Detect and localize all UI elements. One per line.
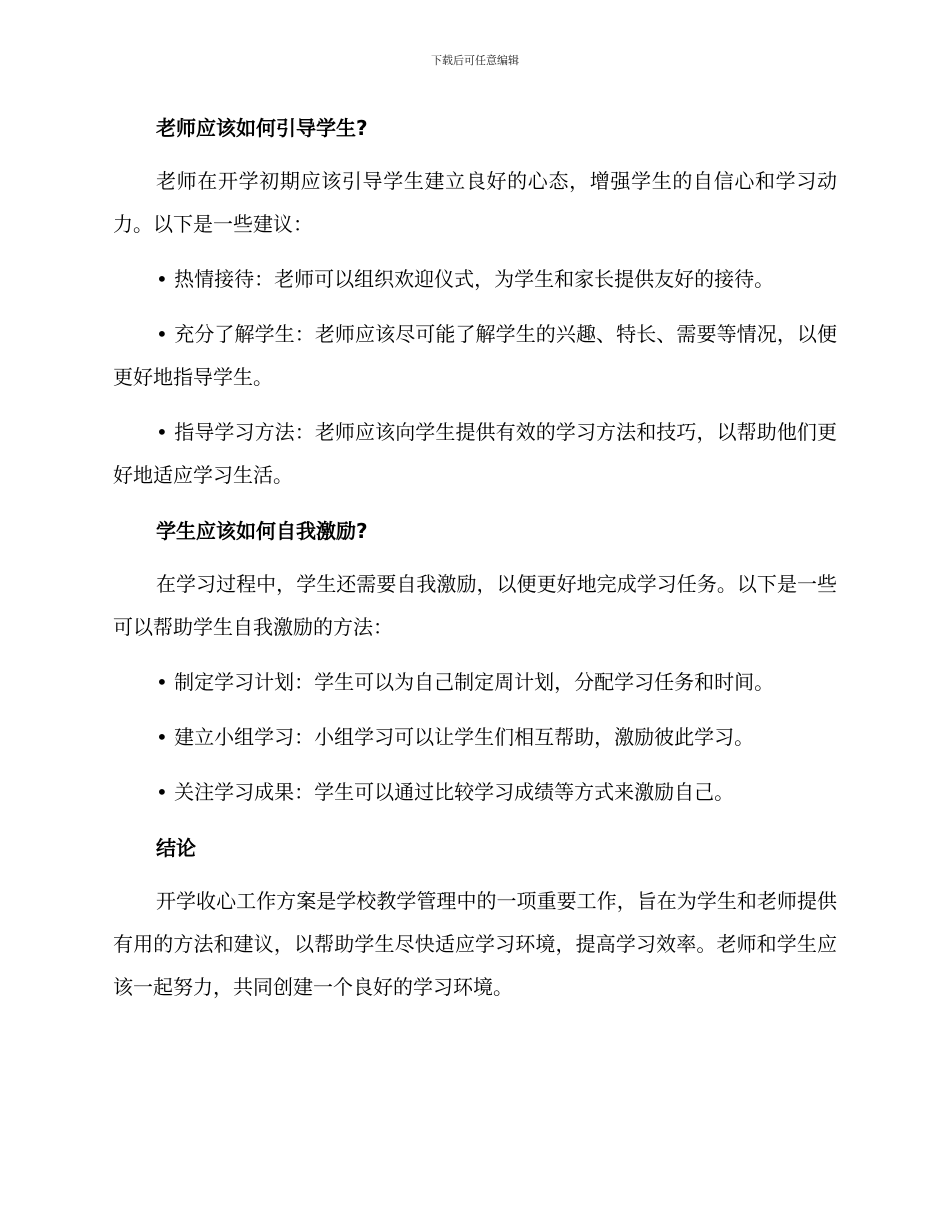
bullet-item: • 制定学习计划：学生可以为自己制定周计划，分配学习任务和时间。: [156, 670, 775, 694]
section-intro-paragraph: 老师在开学初期应该引导学生建立良好的心态，增强学生的自信心和学习动力。以下是一些建议：: [113, 169, 837, 236]
bullet-item: • 关注学习成果：学生可以通过比较学习成绩等方式来激励自己。: [156, 780, 735, 804]
section-intro-paragraph: 在学习过程中，学生还需要自我激励，以便更好地完成学习任务。以下是一些可以帮助学生自我激励的方法：: [113, 572, 837, 639]
page-header: 下载后可任意编辑: [431, 54, 519, 67]
bullet-item: • 充分了解学生：老师应该尽可能了解学生的兴趣、特长、需要等情况，以便更好地指导学生。: [113, 322, 837, 389]
section-heading-self-motivation: 学生应该如何自我激励?: [156, 519, 368, 543]
section-heading-conclusion: 结论: [156, 836, 196, 860]
bullet-item: • 热情接待：老师可以组织欢迎仪式，为学生和家长提供友好的接待。: [156, 267, 775, 291]
section-heading-guide-students: 老师应该如何引导学生?: [156, 116, 368, 140]
bullet-item: • 建立小组学习：小组学习可以让学生们相互帮助，激励彼此学习。: [156, 725, 755, 749]
bullet-item: • 指导学习方法：老师应该向学生提供有效的学习方法和技巧，以帮助他们更好地适应学习生活。: [113, 420, 837, 487]
conclusion-paragraph: 开学收心工作方案是学校教学管理中的一项重要工作，旨在为学生和老师提供有用的方法和建议，以帮助学生尽快适应学习环境，提高学习效率。老师和学生应该一起努力，共同创建一个良好的学习环境。: [113, 889, 837, 999]
document-body: [113, 108, 837, 1009]
